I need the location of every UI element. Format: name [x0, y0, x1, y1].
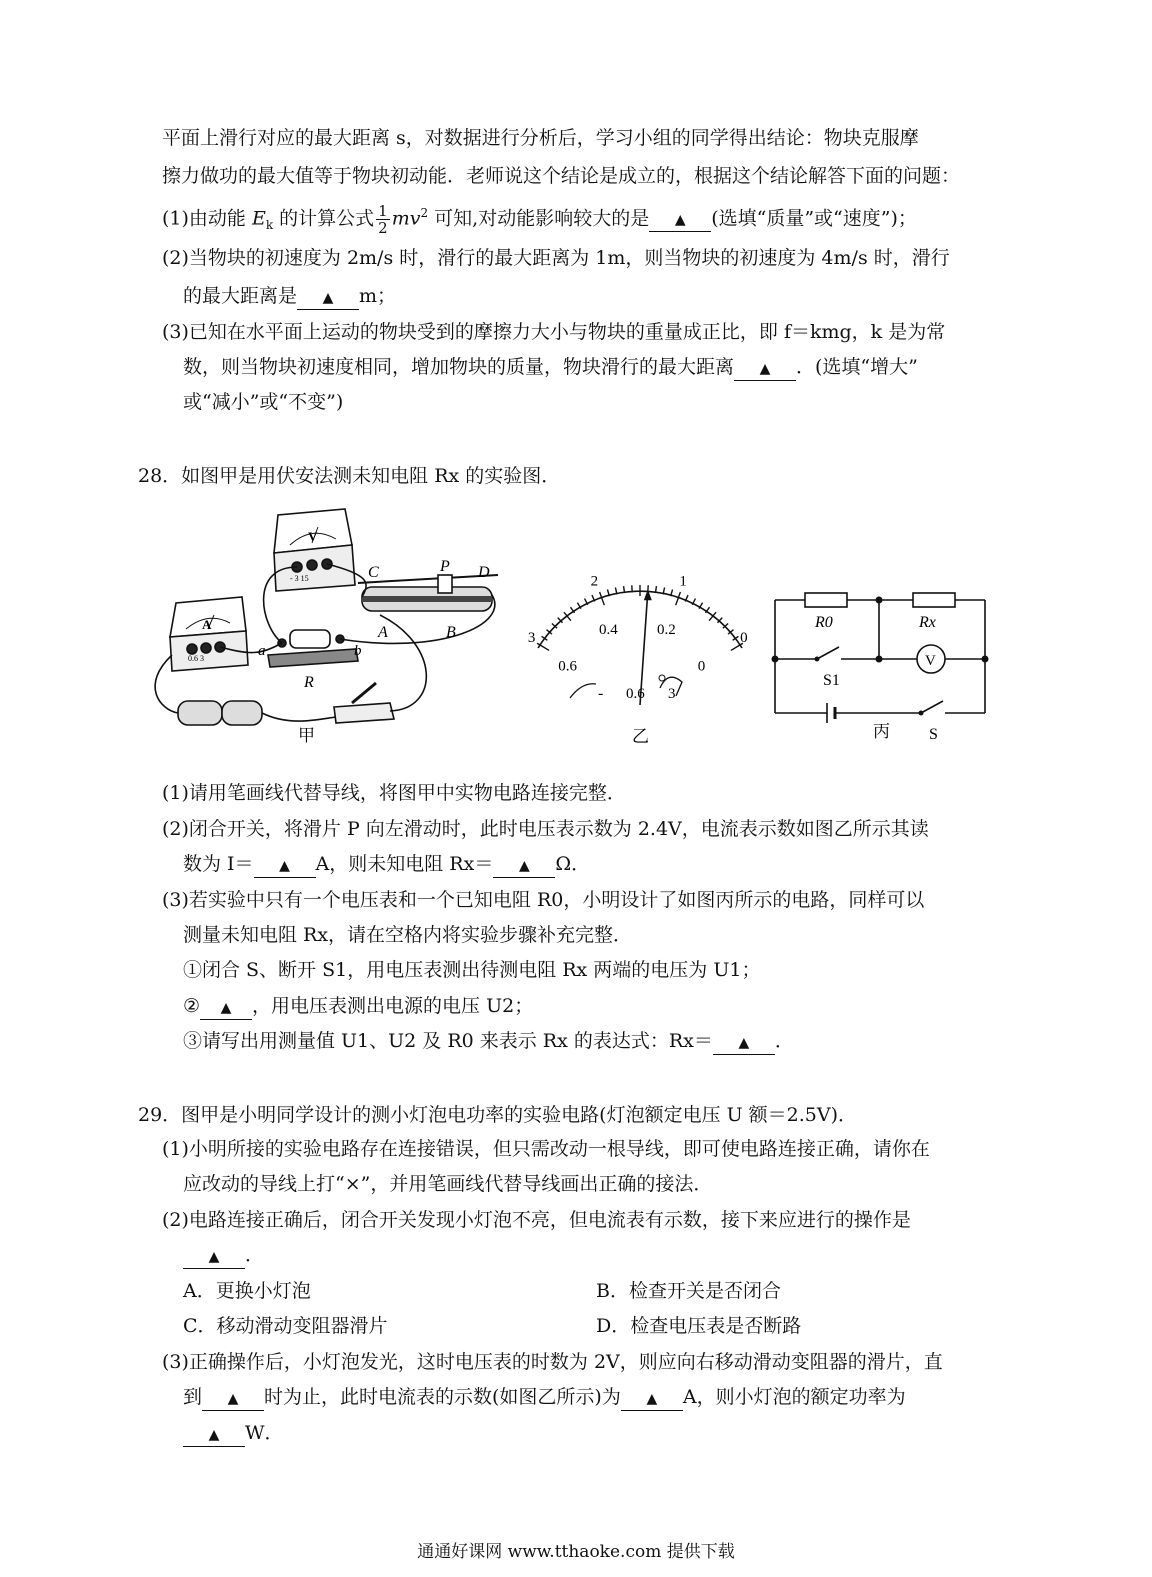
q28-p2-text-b: A，则未知电阻 Rx＝ — [315, 853, 494, 875]
mv-symbol: mv — [391, 207, 421, 230]
label-c: C — [368, 564, 379, 581]
answer-blank[interactable] — [202, 1386, 264, 1411]
resistor-rx — [913, 593, 955, 607]
answer-mark-icon: ▲ — [220, 1000, 232, 1016]
q29-p2-text-b: ． — [245, 1244, 265, 1266]
label-a-big: A — [378, 624, 388, 641]
q28-part1: (1)请用笔画线代替导线，将图甲中实物电路连接完整． — [162, 782, 626, 804]
label-p: P — [440, 558, 450, 575]
q27-part3-line2 — [183, 353, 918, 381]
dial-inner-tick-label: 0 — [697, 658, 706, 675]
dial-inner-tick-label: 0.4 — [599, 622, 618, 639]
answer-blank[interactable] — [254, 853, 316, 878]
q27-p1-text-b: 的计算公式 — [273, 207, 375, 230]
dial-outer-tick-label: 2 — [590, 573, 599, 590]
answer-blank[interactable] — [734, 356, 796, 381]
ek-symbol: E — [251, 207, 266, 230]
dial-outer-tick-label: 3 — [527, 630, 536, 647]
option-b[interactable]: B．检查开关是否闭合 — [596, 1280, 781, 1302]
intro-line-1: 平面上滑行对应的最大距离 s，对数据进行分析后，学习小组的同学得出结论：物块克服摩 — [162, 127, 919, 149]
terminal-minus: - — [598, 685, 604, 702]
dial-outer-tick-label: 1 — [679, 573, 687, 590]
answer-blank[interactable] — [649, 207, 711, 232]
answer-mark-icon: ▲ — [208, 1427, 220, 1443]
caption-yi: 乙 — [632, 727, 649, 746]
q28-step3-text-a: ③请写出用测量值 U1、U2 及 R0 来表示 Rx 的表达式：Rx＝ — [183, 1030, 713, 1052]
q27-p2-text-b: m； — [359, 285, 397, 307]
switch-s1 — [817, 647, 839, 659]
figure-jia — [140, 505, 510, 750]
q28-step2-text-a: ② — [183, 995, 201, 1017]
q28-step3 — [183, 1027, 794, 1055]
q28-part3-line1: (3)若实验中只有一个电压表和一个已知电阻 R0，小明设计了如图丙所示的电路，同样可以 — [162, 889, 925, 911]
label-b-small: b — [354, 643, 362, 659]
q27-p1-text-c: 可知,对动能影响较大的是 — [428, 207, 650, 230]
q28-part3-line2: 测量未知电阻 Rx，请在空格内将实验步骤补充完整． — [183, 924, 633, 946]
q29-part3-line2 — [183, 1383, 906, 1411]
label-s: S — [929, 726, 938, 743]
option-c[interactable]: C．移动滑动变阻器滑片 — [183, 1315, 388, 1337]
voltmeter-terminals: - 3 15 — [290, 574, 309, 583]
q27-p3-text-a: 数，则当物块初速度相同，增加物块的质量，物块滑行的最大距离 — [183, 356, 735, 378]
q27-part2-line1: (2)当物块的初速度为 2m/s 时，滑行的最大距离为 1m，则当物块的初速度为 4m/s 时，滑行 — [162, 247, 950, 269]
q27-p1-text-d: (选填“质量”或“速度”)； — [711, 207, 917, 230]
q28-step2 — [183, 992, 533, 1020]
option-d[interactable]: D．检查电压表是否断路 — [596, 1315, 802, 1337]
answer-blank[interactable] — [297, 285, 359, 310]
mv-superscript: 2 — [420, 206, 429, 220]
ammeter-terminals: 0.6 3 — [188, 654, 204, 663]
ek-subscript: k — [265, 218, 274, 233]
q27-part3-line1: (3)已知在水平面上运动的物块受到的摩擦力大小与物块的重量成正比，即 f＝kmg，k 是为常 — [162, 321, 946, 343]
caption-jia: 甲 — [298, 726, 315, 745]
answer-blank[interactable] — [183, 1244, 245, 1269]
fraction-denominator: 2 — [378, 218, 388, 237]
option-a[interactable]: A．更换小灯泡 — [183, 1280, 311, 1302]
q28-p2-text-a: 数为 I＝ — [183, 853, 254, 875]
q29-p3-text-b2: W． — [245, 1422, 284, 1444]
label-s1: S1 — [823, 672, 840, 689]
voltmeter-label: V — [308, 529, 318, 544]
label-b-big: B — [446, 624, 456, 641]
q29-part2-line1: (2)电路连接正确后，闭合开关发现小灯泡不亮，但电流表有示数，接下来应进行的操作是 — [162, 1209, 911, 1231]
terminal-0-6: 0.6 — [626, 686, 645, 702]
intro-line-2: 擦力做功的最大值等于物块初动能．老师说这个结论是成立的，根据这个结论解答下面的问题： — [162, 165, 961, 187]
answer-mark-icon: ▲ — [279, 858, 290, 874]
label-a-small: a — [258, 643, 266, 659]
fraction-numerator: 1 — [378, 201, 388, 220]
q27-p3-text-b: ．(选填“增大” — [796, 356, 918, 378]
figure-bing — [765, 585, 1005, 750]
answer-mark-icon: ▲ — [227, 1391, 239, 1407]
dial-inner-tick-label: 0.6 — [558, 658, 578, 675]
answer-blank[interactable] — [713, 1030, 775, 1055]
q28-step1: ①闭合 S、断开 S1，用电压表测出待测电阻 Rx 两端的电压为 U1； — [183, 959, 761, 981]
answer-blank[interactable] — [493, 853, 555, 878]
switch-s — [921, 701, 943, 713]
q29-p3-text-b: 时为止，此时电流表的示数(如图乙所示)为 — [264, 1386, 621, 1408]
q29-part1-line2: 应改动的导线上打“×”，并用笔画线代替导线画出正确的接法． — [183, 1173, 713, 1195]
answer-mark-icon: ▲ — [759, 361, 771, 377]
resistor-r0 — [805, 593, 847, 607]
q27-p1-text-a: (1)由动能 — [162, 207, 252, 230]
footer: 通通好课网 www.tthaoke.com 提供下载 — [417, 1542, 735, 1562]
answer-mark-icon: ▲ — [208, 1249, 220, 1265]
label-d: D — [478, 564, 490, 581]
ammeter-label: A — [202, 617, 212, 632]
answer-blank[interactable] — [621, 1386, 683, 1411]
dial-arc — [538, 591, 742, 648]
caption-bing: 丙 — [873, 722, 890, 741]
q29-p3-text-c: A，则小灯泡的额定功率为 — [682, 1386, 906, 1408]
q29-part1-line1: (1)小明所接的实验电路存在连接错误，但只需改动一根导线，即可使电路连接正确，请你在 — [162, 1138, 930, 1160]
q29-part2-line2 — [183, 1241, 264, 1269]
half-fraction — [376, 203, 390, 236]
answer-blank[interactable] — [200, 995, 252, 1020]
figure-yi — [510, 570, 770, 750]
q27-part3-line3: 或“减小”或“不变”) — [183, 391, 344, 413]
dial-inner-tick-label: 0.2 — [656, 622, 676, 639]
answer-mark-icon: ▲ — [738, 1035, 750, 1051]
label-r0: R0 — [815, 614, 833, 631]
q28-part2-line2 — [183, 850, 590, 878]
answer-mark-icon: ▲ — [322, 290, 334, 306]
q29-part3-line3 — [183, 1419, 284, 1447]
q27-p2-text-a: 的最大距离是 — [183, 285, 298, 307]
q29-title: 29．图甲是小明同学设计的测小灯泡电功率的实验电路(灯泡额定电压 U 额＝2.5V)． — [138, 1104, 858, 1126]
answer-mark-icon: ▲ — [518, 858, 530, 874]
q28-step3-text-b: ． — [774, 1030, 794, 1052]
label-rx: Rx — [919, 614, 936, 631]
answer-mark-icon: ▲ — [646, 1391, 658, 1407]
q29-part3-line1: (3)正确操作后，小灯泡发光，这时电压表的时数为 2V，则应向右移动滑动变阻器的滑片，直 — [162, 1351, 943, 1373]
q28-title: 28．如图甲是用伏安法测未知电阻 Rx 的实验图． — [138, 465, 561, 487]
label-voltmeter: V — [925, 653, 936, 669]
q27-part2-line2 — [183, 282, 396, 310]
label-r: R — [304, 674, 314, 691]
q28-part2-line1: (2)闭合开关，将滑片 P 向左滑动时，此时电压表示数为 2.4V，电流表示数如图乙所示其读 — [162, 818, 929, 840]
q28-p2-text-c: Ω． — [555, 853, 591, 875]
q28-step2-text-b: ，用电压表测出电源的电压 U2； — [252, 995, 534, 1017]
q27-part1 — [162, 199, 917, 239]
terminal-3: 3 — [668, 686, 676, 702]
dial-outer-tick-label: 0 — [740, 630, 748, 647]
q29-p3-text-a: 到 — [183, 1386, 203, 1408]
answer-blank[interactable] — [183, 1422, 245, 1447]
answer-mark-icon: ▲ — [674, 212, 686, 229]
